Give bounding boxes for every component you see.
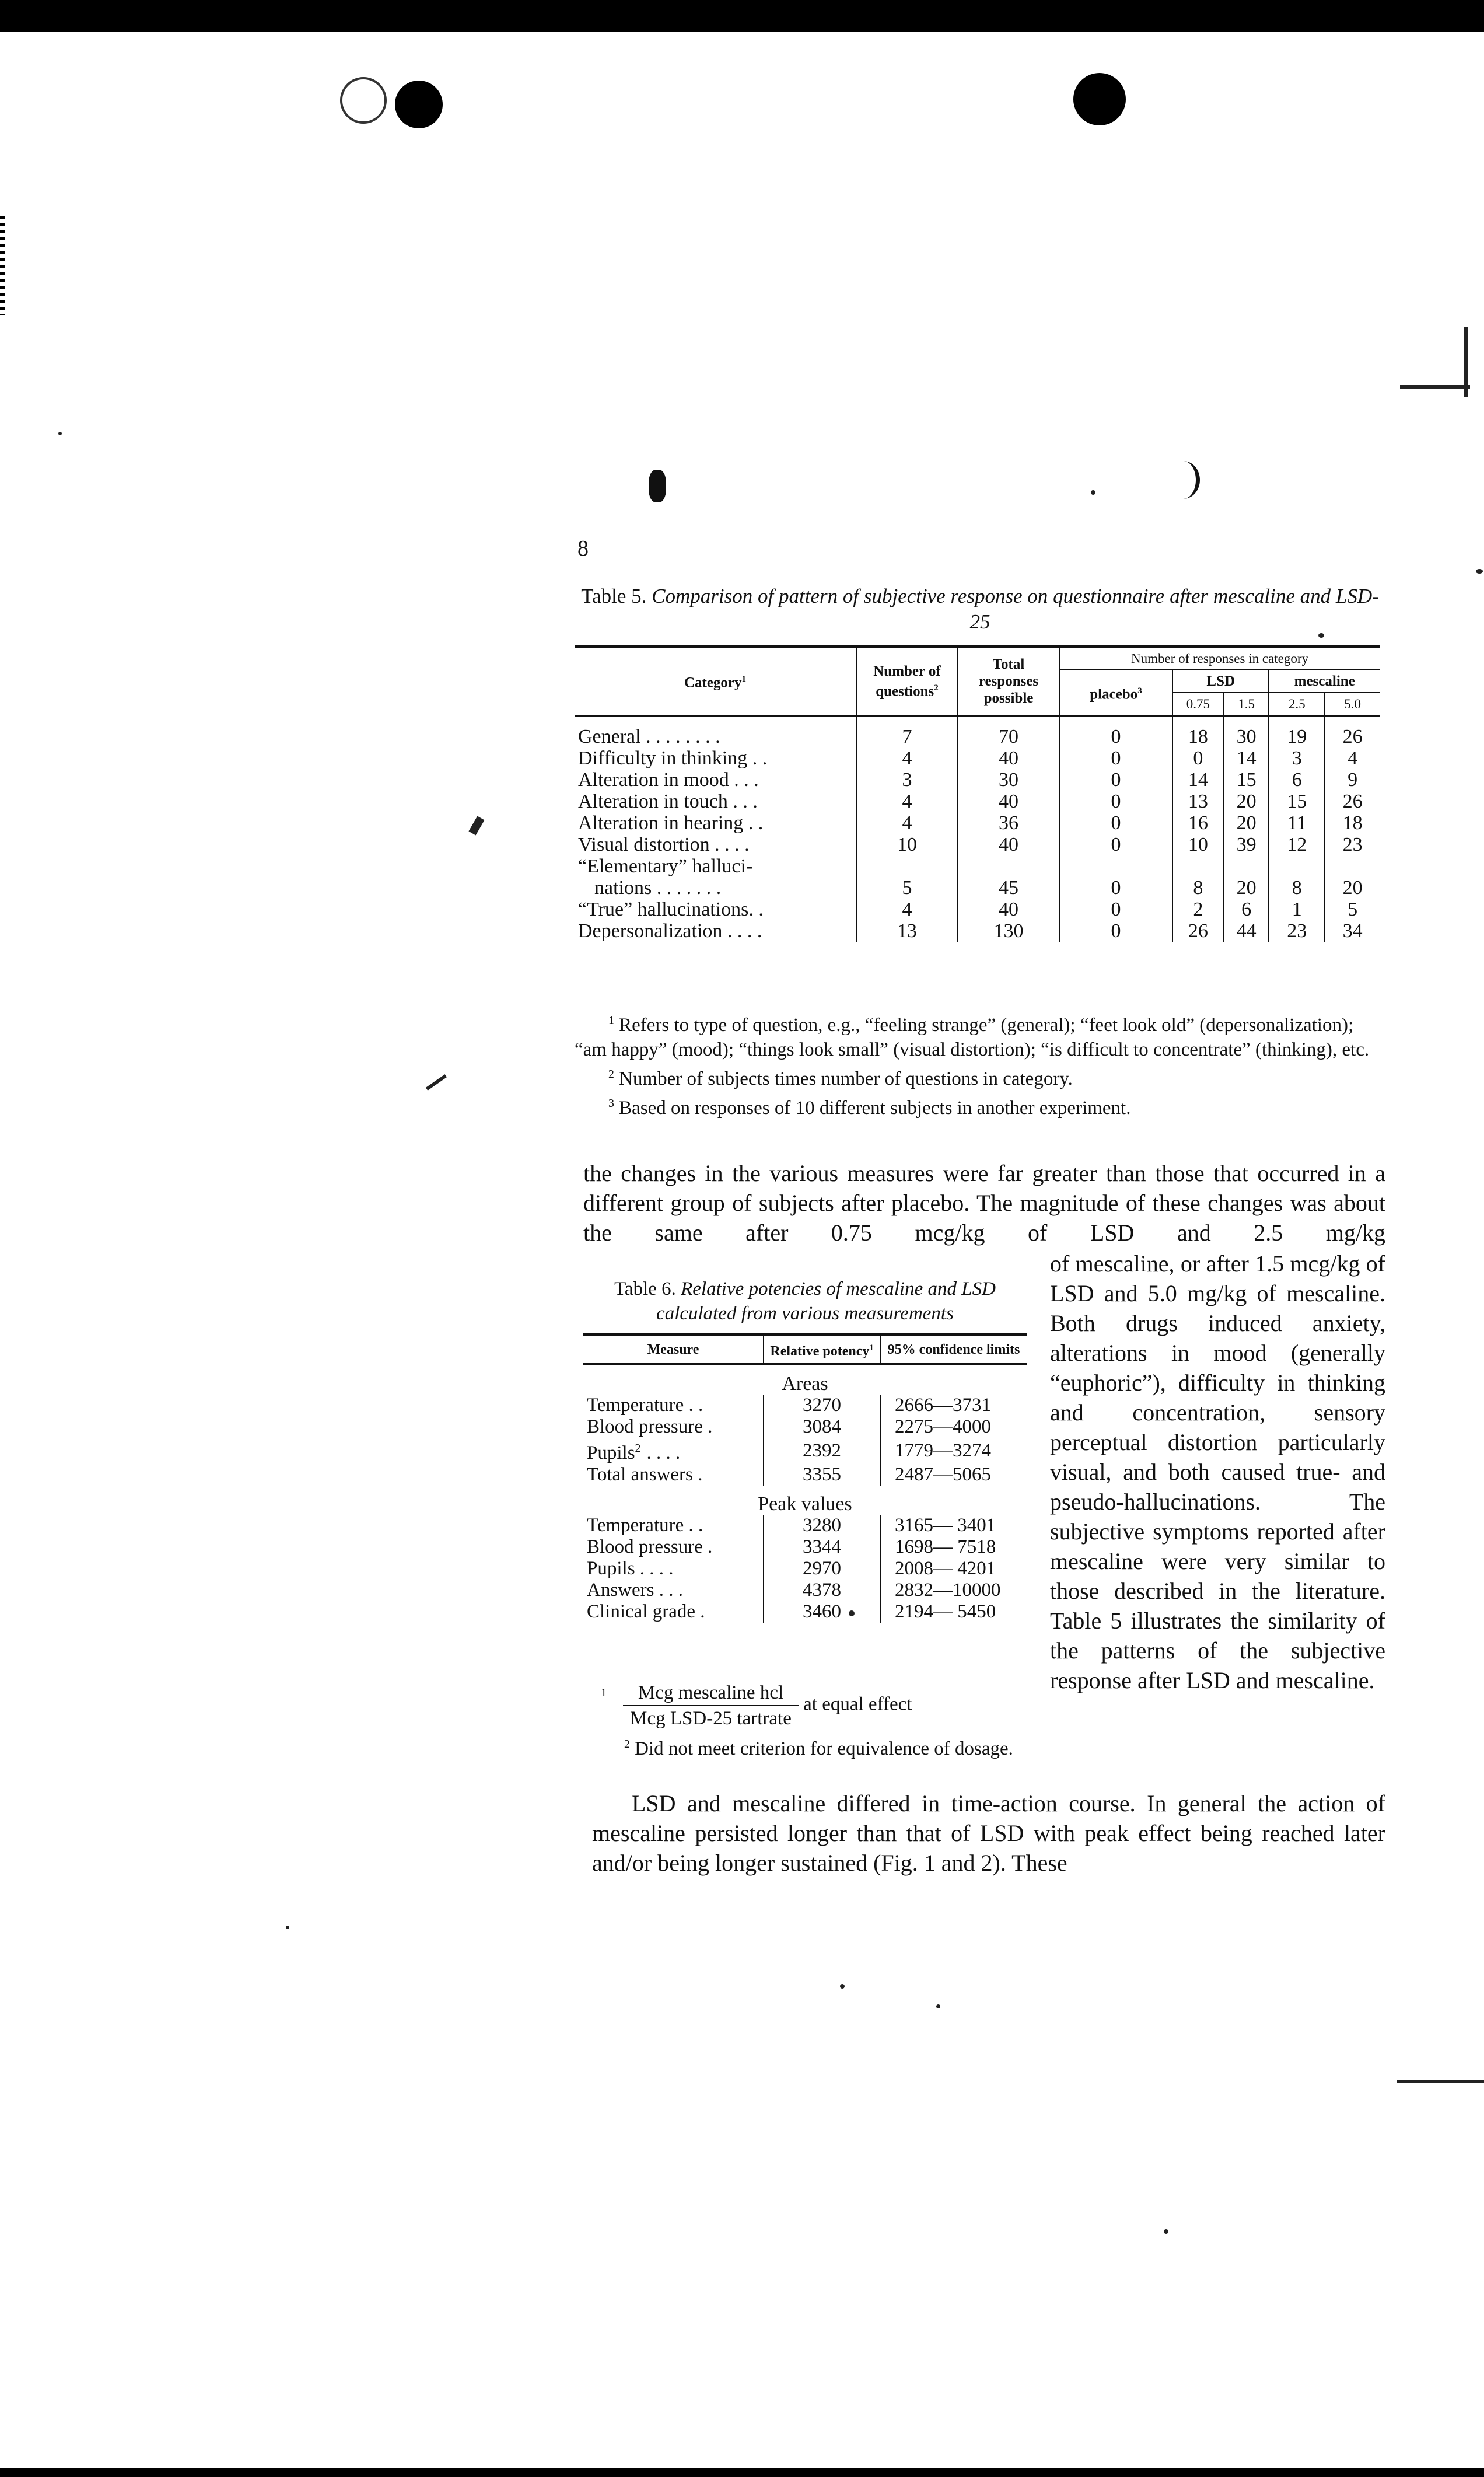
table5-cell-total bbox=[958, 855, 1059, 877]
table6-caption bbox=[583, 1277, 1027, 1326]
potency-fraction bbox=[623, 1681, 799, 1731]
table6-section-row bbox=[583, 1364, 1027, 1395]
table6-cell-limits: 2666—3731 bbox=[895, 1395, 991, 1416]
punch-hole bbox=[1073, 73, 1126, 125]
table6-section-heading: Peak values bbox=[758, 1493, 852, 1515]
table5-cell-questions: 5 bbox=[856, 877, 958, 899]
table5-cell-placebo: 0 bbox=[1059, 877, 1172, 899]
footnote-text: Refers to type of question, e.g., “feeling strange” (general); “feet look old” (depersonalization); “am happy” (mood); “things look small” (visual distortion); “is difficult to concentrate” (thinking), etc. bbox=[575, 1015, 1370, 1060]
table5-cell-total: 40 bbox=[958, 791, 1059, 812]
table5-caption bbox=[575, 584, 1385, 635]
table6-cell-potency: 3270 bbox=[764, 1395, 880, 1416]
table5-cell-lsd-075: 2 bbox=[1172, 899, 1224, 920]
table5-title: Comparison of pattern of subjective response on questionnaire after mescaline and LSD-25 bbox=[652, 585, 1379, 633]
table5-cell-placebo: 0 bbox=[1059, 716, 1172, 747]
table5-cell-category: Difficulty in thinking . . bbox=[575, 747, 856, 769]
fraction-denominator: Mcg LSD-25 tartrate bbox=[630, 1708, 792, 1729]
table6-cell-measure bbox=[583, 1464, 764, 1486]
table5-cell-mesc-25: 23 bbox=[1269, 920, 1325, 942]
table5-cell-lsd-075 bbox=[1172, 855, 1224, 877]
table6-cell-potency: 2970 bbox=[764, 1558, 880, 1580]
measure-text: Temperature . . bbox=[587, 1515, 704, 1536]
table6-section-heading: Areas bbox=[782, 1373, 828, 1395]
table5-cell-mesc-50: 34 bbox=[1342, 920, 1363, 942]
scan-bottom-border bbox=[0, 2468, 1484, 2477]
table-row bbox=[575, 855, 1380, 877]
header-text: Number of questions bbox=[873, 663, 941, 700]
table5-cell-lsd-15: 20 bbox=[1224, 812, 1269, 834]
leader-dots: . . . . bbox=[646, 1442, 681, 1463]
table5-cell-mesc-50: 9 bbox=[1348, 769, 1358, 791]
table5-cell-mesc-25: 19 bbox=[1269, 716, 1325, 747]
footnote-mark: 1 bbox=[601, 1686, 607, 1699]
table5-cell-placebo: 0 bbox=[1059, 834, 1172, 855]
page-number: 8 bbox=[578, 536, 589, 561]
table5-cell-total: 40 bbox=[958, 899, 1059, 920]
scan-left-edge bbox=[0, 216, 5, 315]
table5-cell-mesc-50: 23 bbox=[1342, 834, 1363, 855]
table5-cell-lsd-15: 44 bbox=[1224, 920, 1269, 942]
table6-cell-limits: 2275—4000 bbox=[895, 1416, 991, 1437]
table5-header-lsd: LSD bbox=[1172, 670, 1269, 693]
table6-body bbox=[583, 1364, 1027, 1623]
table5-footnote bbox=[575, 1008, 1385, 1062]
table5-cell-category: Alteration in mood . . . bbox=[575, 769, 856, 791]
table5-header-total: Total responses possible bbox=[958, 647, 1059, 717]
paragraph-text: LSD and mescaline differed in time-action course. In general the action of mescaline persisted longer than that of LSD with peak effect being reached later and/or being longer sustained (Fig. 1 and 2). These bbox=[592, 1790, 1385, 1876]
table6-cell-potency: 3084 bbox=[764, 1416, 880, 1438]
header-text: placebo bbox=[1090, 686, 1138, 703]
table5-cell-mesc-50: 26 bbox=[1342, 726, 1363, 747]
footnote-mark: 2 bbox=[624, 1738, 630, 1751]
punch-hole-outline bbox=[340, 77, 387, 124]
measure-text: Pupils bbox=[587, 1442, 635, 1463]
table5-header-mescaline-dose: 5.0 bbox=[1325, 693, 1380, 716]
table5-cell-category: Alteration in touch . . . bbox=[575, 791, 856, 812]
table5-cell-mesc-25: 11 bbox=[1269, 812, 1325, 834]
table-row bbox=[575, 791, 1380, 812]
table6-footnote-1 bbox=[583, 1681, 1032, 1731]
table5-footnote bbox=[575, 1091, 1385, 1120]
table6-cell-potency: 3280 bbox=[764, 1515, 880, 1536]
table5-cell-questions: 13 bbox=[856, 920, 958, 942]
scan-top-border bbox=[0, 0, 1484, 32]
table5-body bbox=[575, 716, 1380, 942]
table5-cell-lsd-15: 30 bbox=[1224, 716, 1269, 747]
table6-label: Table 6. bbox=[614, 1278, 676, 1299]
table5-cell-lsd-15: 6 bbox=[1224, 899, 1269, 920]
table5-cell-total: 45 bbox=[958, 877, 1059, 899]
footnote-mark: 1 bbox=[608, 1014, 614, 1027]
table5 bbox=[575, 645, 1380, 942]
table6-cell-potency: 3355 bbox=[764, 1464, 880, 1486]
footnote-text: Number of subjects times number of questions in category. bbox=[619, 1068, 1073, 1089]
table5-cell-lsd-075: 10 bbox=[1172, 834, 1224, 855]
table5-cell-lsd-15: 15 bbox=[1224, 769, 1269, 791]
table5-cell-category: nations . . . . . . . bbox=[575, 877, 856, 899]
table-row bbox=[583, 1464, 1027, 1486]
table-row bbox=[583, 1395, 1027, 1416]
scan-mark bbox=[1464, 327, 1468, 397]
table5-header-mescaline-dose: 2.5 bbox=[1269, 693, 1325, 716]
fraction-numerator: Mcg mescaline hcl bbox=[623, 1681, 799, 1706]
table5-cell-questions bbox=[856, 855, 958, 877]
measure-text: Blood pressure . bbox=[587, 1536, 713, 1557]
body-paragraph-top bbox=[583, 1158, 1385, 1248]
table5-cell-lsd-15: 20 bbox=[1224, 877, 1269, 899]
table5-cell-mesc-50: 5 bbox=[1348, 899, 1358, 920]
table5-cell-questions: 10 bbox=[856, 834, 958, 855]
table5-cell-mesc-25: 12 bbox=[1269, 834, 1325, 855]
table5-cell-total: 40 bbox=[958, 747, 1059, 769]
scan-speck bbox=[1091, 490, 1096, 495]
table5-cell-mesc-25: 6 bbox=[1269, 769, 1325, 791]
table5-footnote bbox=[575, 1062, 1385, 1091]
footnote-mark: 3 bbox=[608, 1097, 614, 1110]
table5-cell-lsd-075: 18 bbox=[1172, 716, 1224, 747]
table6-cell-potency: 3344 bbox=[764, 1536, 880, 1558]
scan-mark bbox=[426, 1074, 447, 1091]
table5-header-mescaline: mescaline bbox=[1269, 670, 1380, 693]
table6 bbox=[583, 1333, 1027, 1623]
table5-header-placebo bbox=[1059, 670, 1172, 716]
footnote-mark: 2 bbox=[934, 683, 939, 693]
table5-cell-lsd-075: 16 bbox=[1172, 812, 1224, 834]
table5-header-group: Number of responses in category bbox=[1059, 647, 1380, 670]
table5-cell-mesc-50: 4 bbox=[1348, 747, 1358, 769]
table5-footnotes bbox=[575, 1008, 1385, 1120]
scan-mark bbox=[1397, 2080, 1484, 2083]
table5-cell-lsd-15: 39 bbox=[1224, 834, 1269, 855]
table5-cell-category: “True” hallucinations. . bbox=[575, 899, 856, 920]
scan-crescent-mark bbox=[1167, 461, 1200, 499]
table5-cell-placebo: 0 bbox=[1059, 791, 1172, 812]
table6-footnotes bbox=[583, 1681, 1032, 1761]
table-row bbox=[575, 920, 1380, 942]
table5-header-lsd-dose: 1.5 bbox=[1224, 693, 1269, 716]
table5-cell-lsd-075: 14 bbox=[1172, 769, 1224, 791]
table-row bbox=[583, 1558, 1027, 1580]
measure-text: Temperature . . bbox=[587, 1395, 704, 1416]
table5-cell-category: Alteration in hearing . . bbox=[575, 812, 856, 834]
table5-cell-category: “Elementary” halluci- bbox=[575, 855, 856, 877]
table5-cell-questions: 4 bbox=[856, 747, 958, 769]
table-row bbox=[583, 1438, 1027, 1464]
table-row bbox=[575, 747, 1380, 769]
table5-cell-questions: 4 bbox=[856, 899, 958, 920]
table6-header-measure: Measure bbox=[583, 1335, 764, 1365]
table-row bbox=[583, 1536, 1027, 1558]
table6-cell-potency: 3460 bbox=[764, 1601, 880, 1623]
table-row bbox=[575, 899, 1380, 920]
footnote-mark: 1 bbox=[869, 1343, 874, 1353]
table6-cell-limits: 1698— 7518 bbox=[895, 1536, 996, 1557]
measure-text: Pupils . . . . bbox=[587, 1558, 674, 1579]
table5-cell-questions: 7 bbox=[856, 716, 958, 747]
table5-cell-mesc-25: 15 bbox=[1269, 791, 1325, 812]
table5-cell-questions: 3 bbox=[856, 769, 958, 791]
table5-cell-placebo: 0 bbox=[1059, 812, 1172, 834]
header-text: Category bbox=[684, 675, 742, 691]
punch-hole bbox=[395, 81, 443, 128]
table5-cell-mesc-50: 20 bbox=[1342, 877, 1363, 899]
table6-cell-measure bbox=[583, 1395, 764, 1416]
footnote-mark: 3 bbox=[1138, 686, 1142, 696]
measure-text: Clinical grade . bbox=[587, 1601, 705, 1622]
table6-cell-limits: 2008— 4201 bbox=[895, 1558, 996, 1579]
scan-speck bbox=[840, 1984, 845, 1989]
table5-cell-mesc-25: 1 bbox=[1269, 899, 1325, 920]
table6-header-limits: 95% confidence limits bbox=[887, 1342, 1020, 1357]
table5-cell-total: 70 bbox=[958, 716, 1059, 747]
table5-cell-lsd-075: 26 bbox=[1172, 920, 1224, 942]
table5-cell-category: Depersonalization . . . . bbox=[575, 920, 856, 942]
scan-speck bbox=[286, 1926, 289, 1929]
paragraph-text: the changes in the various measures were far greater than those that occurred in a different group of subjects after placebo. The magnitude of these changes was about the same after 0.75 mcg/kg of LSD and 2.5 mg/kg bbox=[583, 1160, 1385, 1246]
measure-text: Blood pressure . bbox=[587, 1416, 713, 1437]
table5-header-lsd-dose: 0.75 bbox=[1172, 693, 1224, 716]
footnote-text: Based on responses of 10 different subjects in another experiment. bbox=[619, 1098, 1131, 1119]
scan-speck bbox=[1476, 569, 1483, 574]
table5-cell-lsd-15: 20 bbox=[1224, 791, 1269, 812]
scan-speck bbox=[1164, 2229, 1168, 2234]
table5-cell-mesc-50 bbox=[1325, 855, 1380, 877]
table5-cell-total: 36 bbox=[958, 812, 1059, 834]
measure-text: Answers . . . bbox=[587, 1580, 683, 1601]
table6-cell-measure bbox=[583, 1438, 764, 1464]
table6-cell-limits: 2194— 5450 bbox=[895, 1601, 996, 1622]
footnote-mark: 2 bbox=[635, 1442, 641, 1455]
footnote-mark: 2 bbox=[608, 1068, 614, 1081]
scan-mark bbox=[1400, 385, 1470, 389]
table5-cell-mesc-25: 3 bbox=[1269, 747, 1325, 769]
table6-cell-measure bbox=[583, 1558, 764, 1580]
table5-cell-category: General . . . . . . . . bbox=[575, 716, 856, 747]
table5-cell-total: 40 bbox=[958, 834, 1059, 855]
table5-cell-placebo: 0 bbox=[1059, 769, 1172, 791]
table5-cell-placebo: 0 bbox=[1059, 747, 1172, 769]
footnote-mark: 1 bbox=[741, 675, 747, 684]
table6-cell-limits: 1779—3274 bbox=[895, 1440, 991, 1461]
header-text: Relative potency bbox=[770, 1344, 870, 1359]
table6-section-row bbox=[583, 1486, 1027, 1515]
table-row bbox=[575, 716, 1380, 747]
table5-header-questions bbox=[856, 647, 958, 717]
table5-cell-questions: 4 bbox=[856, 791, 958, 812]
table6-cell-limits: 3165— 3401 bbox=[895, 1515, 996, 1536]
table5-cell-mesc-25 bbox=[1269, 855, 1325, 877]
scan-speck bbox=[936, 2004, 940, 2008]
footnote-text: Did not meet criterion for equivalence of dosage. bbox=[635, 1738, 1013, 1759]
table5-cell-mesc-25: 8 bbox=[1269, 877, 1325, 899]
table5-cell-lsd-15: 14 bbox=[1224, 747, 1269, 769]
table-row bbox=[575, 812, 1380, 834]
table5-cell-total: 30 bbox=[958, 769, 1059, 791]
table-row bbox=[575, 769, 1380, 791]
table6-cell-potency: 2392 bbox=[764, 1438, 880, 1464]
body-paragraph-bottom bbox=[592, 1788, 1385, 1878]
table5-cell-questions: 4 bbox=[856, 812, 958, 834]
table5-header-category bbox=[575, 647, 856, 717]
table6-footnote-2 bbox=[583, 1732, 1032, 1761]
table-row bbox=[583, 1580, 1027, 1601]
table6-header-potency bbox=[764, 1335, 880, 1365]
table-row bbox=[575, 834, 1380, 855]
table5-cell-total: 130 bbox=[958, 920, 1059, 942]
table6-cell-measure bbox=[583, 1580, 764, 1601]
table6-cell-limits: 2487—5065 bbox=[895, 1464, 991, 1485]
table6-title: Relative potencies of mescaline and LSD calculated from various measurements bbox=[656, 1278, 996, 1324]
table5-cell-category: Visual distortion . . . . bbox=[575, 834, 856, 855]
table5-cell-placebo bbox=[1059, 855, 1172, 877]
table6-cell-measure bbox=[583, 1416, 764, 1438]
footnote-text: at equal effect bbox=[803, 1693, 912, 1715]
paragraph-text: of mescaline, or after 1.5 mcg/kg of LSD and 5.0 mg/kg of mescaline. Both drugs induced anxiety, alterations in mood (generally “euphoric”), difficulty in thinking and concentration, sensory perceptual distortion particularly visual, and both caused true- and pseudo-hallucinations. The subjective symptoms reported after mescaline were very similar to those described in the literature. Table 5 illustrates the similarity of the patterns of the subjective response after LSD and mescaline. bbox=[1050, 1250, 1385, 1693]
scan-blot bbox=[649, 470, 666, 502]
scan-speck bbox=[58, 432, 62, 435]
table6-cell-measure bbox=[583, 1601, 764, 1623]
body-paragraph-side bbox=[1050, 1249, 1385, 1695]
table5-label: Table 5. bbox=[581, 585, 647, 607]
table6-cell-measure bbox=[583, 1515, 764, 1536]
table5-cell-placebo: 0 bbox=[1059, 920, 1172, 942]
table6-cell-potency: 4378 bbox=[764, 1580, 880, 1601]
table6-cell-measure bbox=[583, 1536, 764, 1558]
table5-cell-mesc-50: 26 bbox=[1342, 791, 1363, 812]
table5-cell-lsd-075: 13 bbox=[1172, 791, 1224, 812]
measure-text: Total answers . bbox=[587, 1464, 703, 1485]
table5-cell-mesc-50: 18 bbox=[1342, 812, 1363, 834]
table5-cell-lsd-075: 0 bbox=[1172, 747, 1224, 769]
table6-cell-limits: 2832—10000 bbox=[895, 1580, 1001, 1601]
table5-cell-placebo: 0 bbox=[1059, 899, 1172, 920]
table-row bbox=[583, 1515, 1027, 1536]
table-row bbox=[583, 1601, 1027, 1623]
table-row bbox=[575, 877, 1380, 899]
scan-mark bbox=[468, 816, 484, 836]
table5-cell-lsd-075: 8 bbox=[1172, 877, 1224, 899]
table-row bbox=[583, 1416, 1027, 1438]
table5-cell-lsd-15 bbox=[1224, 855, 1269, 877]
